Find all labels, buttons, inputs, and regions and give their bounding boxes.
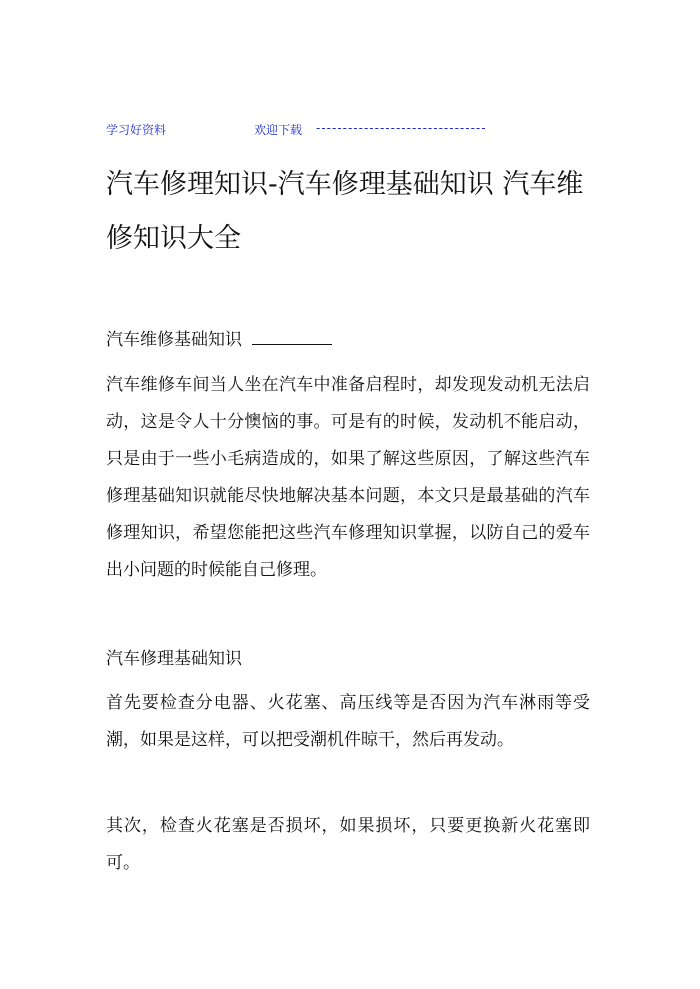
header-left-text: 学习好资料 xyxy=(106,123,167,137)
underline-blank xyxy=(252,330,332,345)
section-heading-repair xyxy=(106,648,586,670)
intro-paragraph: 汽车维修车间当人坐在汽车中准备启程时，却发现发动机无法启动，这是令人十分懊恼的事。可是有的时候，发动机不能启动，只是由于一些小毛病造成的，如果了解这些原因，了解这些汽车修理基础知识就能尽快地解决基本问题，本文只是最基础的汽车修理知识，希望您能把这些汽车修理知识掌握，以防自己的爱车出小问题的时候能自己修理。 xyxy=(106,375,590,580)
page-header xyxy=(106,121,566,139)
section-heading-text: 汽车修理基础知识 xyxy=(106,649,242,669)
document-title: 汽车修理知识-汽车修理基础知识 汽车维修知识大全 xyxy=(106,169,584,254)
section-heading-basics xyxy=(106,329,586,351)
check-distributor-paragraph: 首先要检查分电器、火花塞、高压线等是否因为汽车淋雨等受潮，如果是这样，可以把受潮机件晾干，然后再发动。 xyxy=(106,693,590,750)
section-heading-text: 汽车维修基础知识 xyxy=(106,330,242,350)
header-right-text: 欢迎下载 xyxy=(254,123,303,137)
header-dashed-line: -------------------------------- xyxy=(316,121,487,135)
check-spark-plug-paragraph: 其次，检查火花塞是否损坏，如果损坏，只要更换新火花塞即可。 xyxy=(106,816,590,873)
